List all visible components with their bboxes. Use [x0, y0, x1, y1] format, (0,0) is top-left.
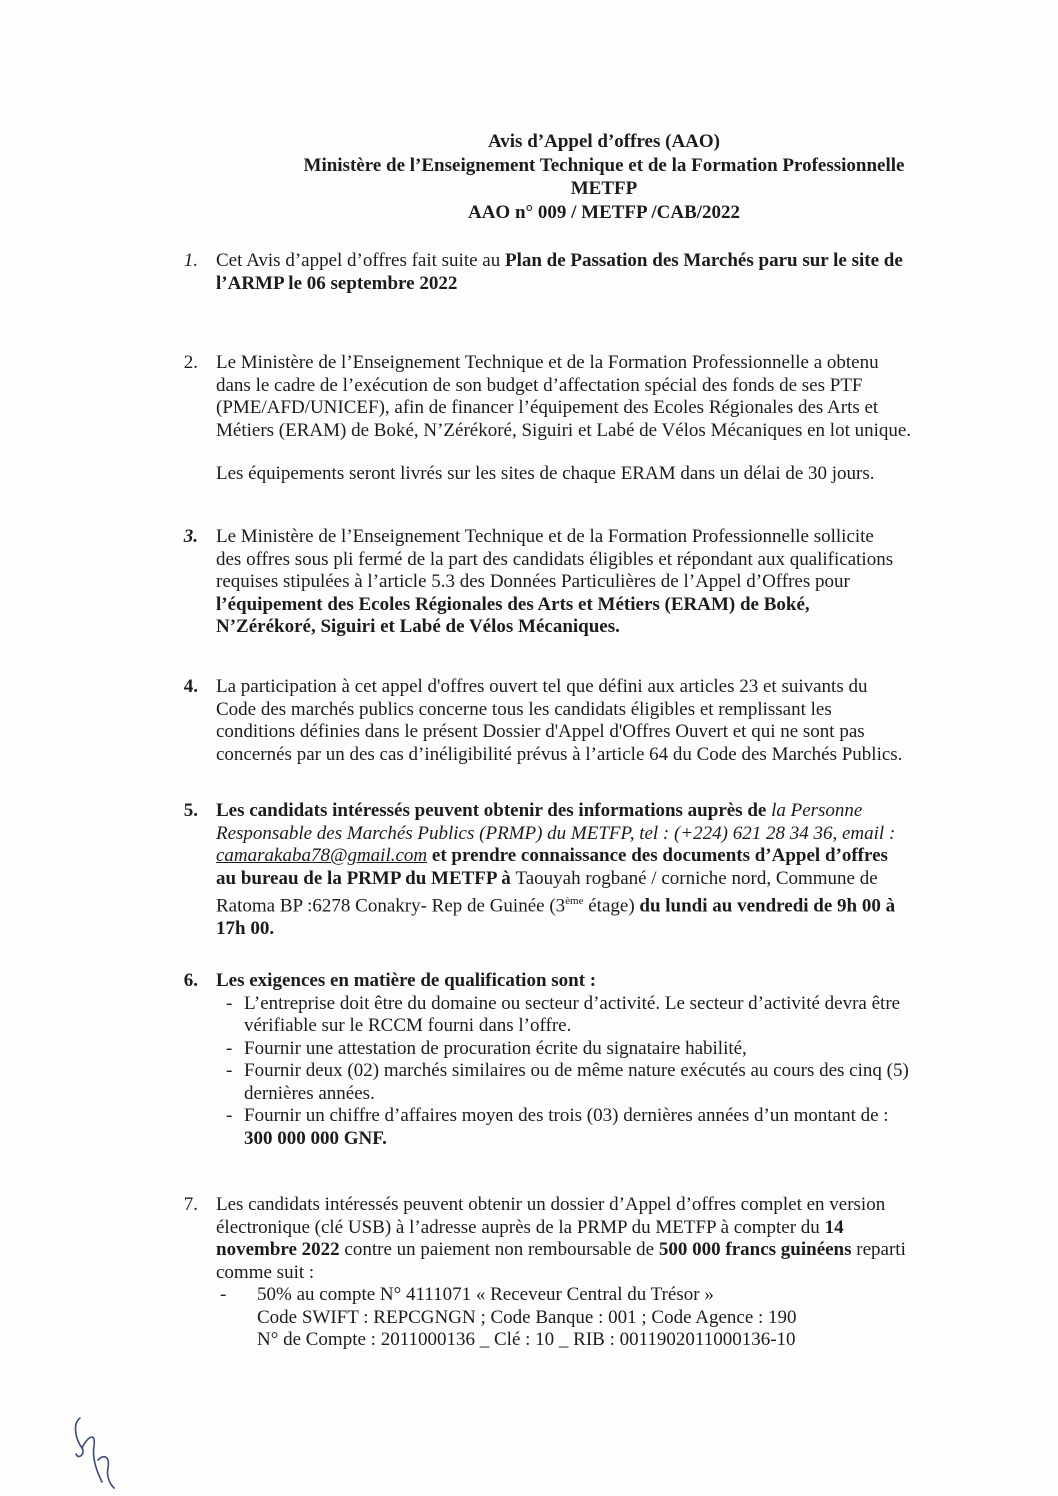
p5-text-2i: Responsable des Marchés Publics (PRMP) du METFP, tel : (+224) 621 28 34 36, email : — [216, 822, 896, 844]
p3-line-4: l’équipement des Ecoles Régionales des Arts et Métiers (ERAM) de Boké, — [216, 593, 810, 615]
p6-heading: Les exigences en matière de qualification sont : — [216, 970, 597, 991]
p3-line-3: requises stipulées à l’article 5.3 des Données Particulières de l’Appel d’Offres pour — [216, 571, 850, 592]
paragraph-2-number: 2. — [183, 352, 198, 373]
paragraph-3-number: 3. — [183, 526, 198, 547]
paragraph-4-number: 4. — [183, 676, 198, 697]
p7-line-3c: 500 000 francs guinéens — [658, 1239, 852, 1260]
p7-line-2b: 14 — [824, 1216, 844, 1238]
p1-text-c: l’ARMP le 06 septembre 2022 — [216, 272, 458, 294]
header-line-4: AAO n° 009 / METFP /CAB/2022 — [467, 201, 741, 223]
p7-line-1: Les candidats intéressés peuvent obtenir un dossier d’Appel d’offres complet en version — [216, 1194, 886, 1215]
p5-text-1i: la Personne — [771, 800, 863, 821]
p4-line-1: La participation à cet appel d'offres ouvert tel que défini aux articles 23 et suivants du — [216, 676, 868, 697]
p5-text-5b: étage) — [583, 895, 640, 917]
p6-bullet-1a: L’entreprise doit être du domaine ou secteur d’activité. Le secteur d’activité devra être — [244, 992, 901, 1014]
p7-line-3d: reparti — [851, 1239, 906, 1260]
document-header — [0, 130, 1058, 224]
p3-line-2: des offres sous pli fermé de la part des candidats éligibles et répondant aux qualifications — [216, 548, 894, 570]
p7-sub-1: 50% au compte N° 4111071 « Receveur Central du Trésor » — [257, 1284, 714, 1305]
p5-text-6: 17h 00. — [216, 917, 275, 939]
p2-line-5: Les équipements seront livrés sur les sites de chaque ERAM dans un délai de 30 jours. — [216, 463, 875, 484]
p4-line-3: conditions définies dans le présent Dossier d'Appel d'Offres Ouvert et qui ne sont pas — [216, 721, 865, 742]
p3-line-5: N’Zérékoré, Siguiri et Labé de Vélos Mécaniques. — [216, 616, 620, 637]
paragraph-5-number: 5. — [183, 800, 198, 821]
p4-line-4: concernés par un des cas d’inéligibilité prévus à l’article 64 du Code des Marchés Publics. — [216, 743, 903, 765]
paragraph-7-number: 7. — [183, 1194, 198, 1215]
p5-text-4: Taouyah rogbané / corniche nord, Commune de — [515, 867, 878, 889]
p7-dash: - — [220, 1284, 227, 1305]
header-line-1: Avis d’Appel d’offres (AAO) — [487, 131, 721, 152]
p7-sub-3: N° de Compte : 2011000136 _ Clé : 10 _ RIB : 0011902011000136-10 — [257, 1329, 796, 1350]
p6-bullet-4a: Fournir un chiffre d’affaires moyen des trois (03) dernières années d’un montant de : — [244, 1105, 889, 1126]
p6-bullet-2: Fournir une attestation de procuration écrite du signataire habilité, — [244, 1037, 747, 1059]
header-line-3: METFP — [570, 178, 638, 199]
header-line-2: Ministère de l’Enseignement Technique et de la Formation Professionnelle — [303, 154, 905, 176]
p5-text-1b: Les candidats intéressés peuvent obtenir des informations auprès de — [216, 800, 772, 821]
paragraph-6-number: 6. — [183, 970, 198, 991]
p6-bullet-3b: dernières années. — [244, 1082, 375, 1104]
p7-line-3a: novembre 2022 — [216, 1239, 340, 1260]
p7-line-2a: électronique (clé USB) à l’adresse auprès de la PRMP du METFP à compter du — [216, 1216, 825, 1238]
p6-bullet-3a: Fournir deux (02) marchés similaires ou de même nature exécutés au cours des cinq (5) — [244, 1060, 909, 1081]
document-page: Avis d’Appel d’offres (AAO) Ministère de l’Enseignement Technique et de la Formation Professionnelle METFP AAO n° 009 / METFP /CAB/2022 1. Cet Avis d’appel d’offres fait suite au Plan de Passation des Marchés paru sur le site de l’ARMP le 06 septembre 2022 2. Le Ministère de l’Enseignement Technique et de la Formation Professionnelle a obtenu dans le cadre de l’exécution de son budget d’affectation spécial des fonds de ses PTF (PME/AFD/UNICEF), afin de financer l’équipement des Ecoles Régionales des Arts et Métiers (ERAM) de Boké, N’Zérékoré, Siguiri et Labé de Vélos Mécaniques en lot unique. Les équipements seront livrés sur les sites de chaque ERAM dans un délai de 30 jours. 3. Le Ministère de l’Enseignement Technique et de la Formation Professionnelle sollicite des offres sous pli fermé de la part des candidats éligibles et répondant aux qualifications requises stipulées à l’article 5.3 des Données Particulières de l’Appel d’Offres pour l’équipement des Ecoles Régionales des Arts et Métiers (ERAM) de Boké, N’Zérékoré, Siguiri et Labé de Vélos Mécaniques. 4. La participation à cet appel d'offres ouvert tel que défini aux articles 23 et suivants du Code des marchés publics concerne tous les candidats éligibles et remplissant les conditions définies dans le présent Dossier d'Appel d'Offres Ouvert et qui ne sont pas concernés par un des cas d’inéligibilité prévus à l’article 64 du Code des Marchés Publics. 5. Les candidats intéressés peuvent obtenir des informations auprès de la Personne Responsable des Marchés Publics (PRMP) du METFP, tel : (+224) 621 28 34 36, email : camarakaba78@gmail.com et prendre connaissance des documents d’Appel d’offres au bureau de la PRMP du METFP à Taouyah rogbané / corniche nord, Commune de Ratoma BP :6278 Conakry- Rep de Guinée (3ème étage) du lundi au vendredi de 9h 00 à 17h 00. 6. Les exigences en matière de qualification sont : - L’entreprise doit être du domaine ou secteur d’activité. Le secteur d’activité devra être vérifiable sur le RCCM fourni dans l’offre. - Fournir une attestation de procuration écrite du signataire habilité, - Fournir deux (02) marchés similaires ou de même nature exécutés au cours des cinq (5) dernières années. - Fournir un chiffre d’affaires moyen des trois (03) dernières années d’un montant de : 300 000 000 GNF. 7. Les candidats intéressés peuvent obtenir un dossier d’Appel d’offres complet en version électronique (clé USB) à l’adresse auprès de la PRMP du METFP à compter du 14 novembre 2022 contre un paiement non remboursable de 500 000 francs guinéens reparti comme suit : - 50% au compte N° 4111071 « Receveur Central du Trésor » Code SWIFT : REPCGNGN ; Code Banque : 001 ; Code Agence : 190 N° de Compte : 2011000136 _ Clé : 10 _ RIB : 0011902011000136-10 — [0, 0, 1058, 1496]
p5-superscript: ème — [565, 895, 584, 907]
p6-bullet-4b: 300 000 000 GNF. — [244, 1127, 387, 1149]
p2-line-3: (PME/AFD/UNICEF), afin de financer l’équipement des Ecoles Régionales des Arts et — [216, 397, 879, 418]
p5-text-5: Ratoma BP :6278 Conakry- Rep de Guinée (3 — [216, 895, 566, 917]
p2-line-4: Métiers (ERAM) de Boké, N’Zérékoré, Siguiri et Labé de Vélos Mécaniques en lot unique. — [216, 419, 912, 441]
p1-text-a: Cet Avis d’appel d’offres fait suite au — [216, 250, 505, 271]
p7-sub-2: Code SWIFT : REPCGNGN ; Code Banque : 001 ; Code Agence : 190 — [257, 1306, 797, 1328]
p7-line-4: comme suit : — [216, 1261, 315, 1283]
p5-text-4b: au bureau de la PRMP du METFP à — [216, 867, 516, 889]
p7-line-3b: contre un paiement non remboursable de — [339, 1239, 659, 1260]
handwritten-initials — [58, 1410, 128, 1490]
p3-line-1: Le Ministère de l’Enseignement Technique et de la Formation Professionnelle sollicite — [216, 526, 874, 547]
p6-bullet-1b: vérifiable sur le RCCM fourni dans l’offre. — [244, 1015, 572, 1036]
p5-text-3b: et prendre connaissance des documents d’Appel d’offres — [427, 845, 888, 866]
p4-line-2: Code des marchés publics concerne tous les candidats éligibles et remplissant les — [216, 698, 832, 720]
p2-line-2: dans le cadre de l’exécution de son budget d’affectation spécial des fonds de ses PTF — [216, 374, 863, 396]
p5-text-5c: du lundi au vendredi de 9h 00 à — [639, 895, 896, 917]
p2-line-1: Le Ministère de l’Enseignement Technique et de la Formation Professionnelle a obtenu — [216, 352, 879, 373]
email-link[interactable]: camarakaba78@gmail.com — [216, 845, 428, 866]
p1-text-b: Plan de Passation des Marchés paru sur le site de — [504, 250, 903, 271]
paragraph-1-number: 1. — [183, 250, 198, 271]
